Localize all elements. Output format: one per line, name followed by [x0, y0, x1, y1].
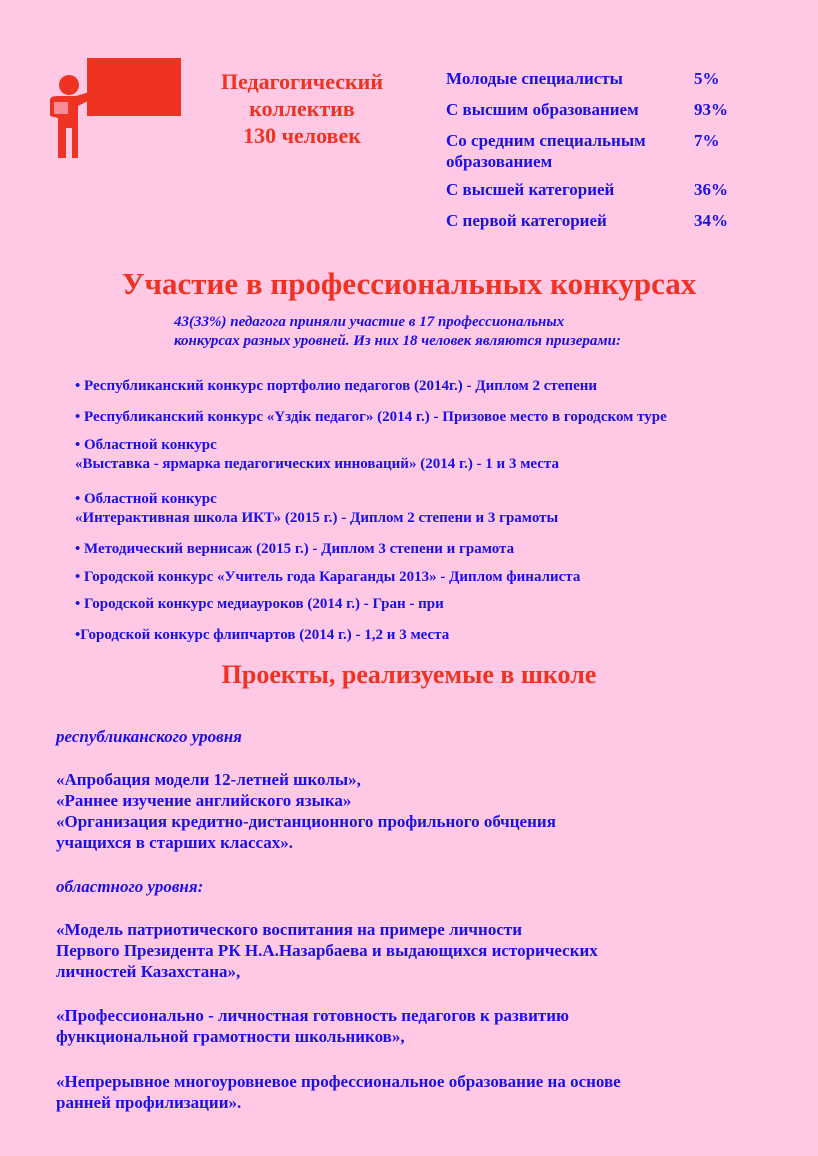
- intro-line: 43(33%) педагога приняли участие в 17 профессиональных: [174, 314, 565, 330]
- stat-row: [446, 179, 766, 200]
- contest-item: • Областной конкурс: [75, 491, 217, 507]
- project-line: «Организация кредитно-дистанционного профильного обчцения: [56, 812, 556, 831]
- contest-item: «Выставка - ярмарка педагогических инноваций» (2014 г.) - 1 и 3 места: [75, 456, 559, 472]
- project-line: личностей Казахстана»,: [56, 962, 241, 981]
- contest-item: • Городской конкурс «Учитель года Караганды 2013» - Диплом финалиста: [75, 569, 581, 585]
- stat-row: [446, 130, 766, 172]
- contest-item: • Областной конкурс: [75, 437, 217, 453]
- stat-value: 36%: [694, 180, 728, 199]
- staff-stats: [446, 68, 766, 241]
- intro-line: конкурсах разных уровней. Из них 18 человек являются призерами:: [174, 333, 622, 349]
- staff-title-line: коллектив: [249, 96, 355, 121]
- project-line: «Апробация модели 12-летней школы»,: [56, 770, 361, 789]
- project-line: ранней профилизации».: [56, 1093, 242, 1112]
- project-line: функциональной грамотности школьников»,: [56, 1027, 405, 1046]
- project-line: «Раннее изучение английского языка»: [56, 791, 352, 810]
- project-line: учащихся в старших классах».: [56, 833, 294, 852]
- projects-heading: Проекты, реализуемые в школе: [221, 660, 597, 689]
- contest-item: •Городской конкурс флипчартов (2014 г.) - 1,2 и 3 места: [75, 627, 450, 643]
- staff-count: 130 человек: [243, 123, 361, 148]
- contest-item: • Республиканский конкурс портфолио педагогов (2014г.) - Диплом 2 степени: [75, 378, 598, 394]
- staff-title: [200, 68, 404, 149]
- contests-heading: Участие в профессиональных конкурсах: [121, 266, 697, 301]
- stat-value: 7%: [694, 131, 720, 150]
- stat-label: С высшей категорией: [446, 180, 615, 199]
- republic-level-label: республиканского уровня: [56, 727, 242, 746]
- contest-item: • Методический вернисаж (2015 г.) - Диплом 3 степени и грамота: [75, 541, 515, 557]
- stat-label: С первой категорией: [446, 211, 607, 230]
- stat-row: [446, 68, 766, 89]
- region-project: [56, 919, 598, 982]
- contest-item: • Городской конкурс медиауроков (2014 г.) - Гран - при: [75, 596, 444, 612]
- republic-projects: [56, 769, 556, 853]
- contests-intro: [174, 313, 621, 351]
- project-line: «Непрерывное многоуровневое профессиональное образование на основе: [56, 1072, 621, 1091]
- teacher-at-board-icon: [46, 56, 182, 160]
- stat-row: [446, 99, 766, 120]
- region-project: [56, 1005, 569, 1047]
- project-line: «Модель патриотического воспитания на примере личности: [56, 920, 523, 939]
- stat-value: 5%: [694, 69, 720, 88]
- region-project: [56, 1071, 621, 1113]
- project-line: Первого Президента РК Н.А.Назарбаева и выдающихся исторических: [56, 941, 598, 960]
- stat-label: Со средним специальным образованием: [446, 131, 646, 171]
- project-line: «Профессионально - личностная готовность педагогов к развитию: [56, 1006, 570, 1025]
- stat-value: 93%: [694, 100, 728, 119]
- stat-value: 34%: [694, 211, 728, 230]
- contest-item: • Республиканский конкурс «Үздік педагог» (2014 г.) - Призовое место в городском туре: [75, 409, 667, 425]
- contest-item: «Интерактивная школа ИКТ» (2015 г.) - Диплом 2 степени и 3 грамоты: [75, 510, 559, 526]
- stat-label: С высшим образованием: [446, 100, 639, 119]
- stat-label: Молодые специалисты: [446, 69, 623, 88]
- stat-row: [446, 210, 766, 231]
- staff-title-line: Педагогический: [220, 69, 384, 94]
- region-level-label: областного уровня:: [56, 877, 204, 896]
